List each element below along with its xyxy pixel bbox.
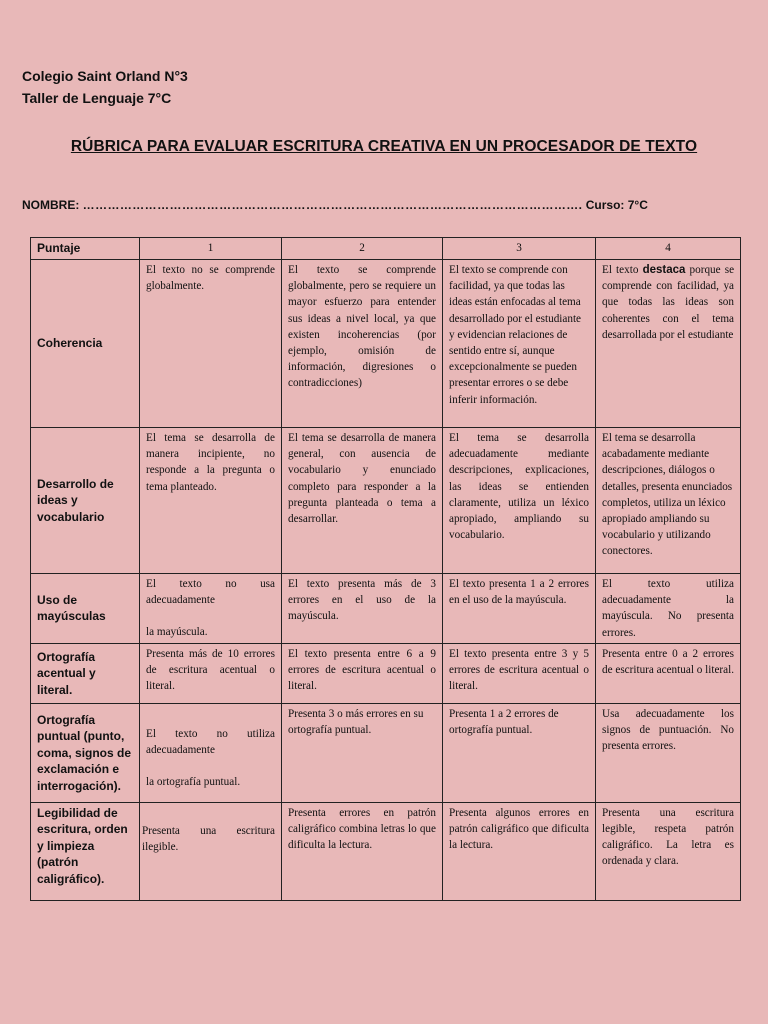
criterion-cell: Legibilidad de escritura, orden y limpieza (patrón caligráfico). [31,802,140,900]
level-1-cell [140,703,282,802]
table-row [31,703,741,802]
cell-text: El texto no utiliza adecuadamente [146,727,275,757]
table-row [31,574,741,644]
level-1-cell: Presenta más de 10 errores de escritura acentual o literal. [140,643,282,703]
level-4-cell: El tema se desarrolla acabadamente mediante descripciones, diálogos o detalles, presenta enunciados completos, utiliza un léxico apropiado ampliando su vocabulario y utilizando conectores. [596,428,741,574]
level-1-cell: Presenta una escritura ilegible. [140,802,282,900]
cell-text: El texto [602,264,639,276]
cell-text: la ortografía puntual. [146,776,241,789]
class-name: Taller de Lenguaje 7°C [22,90,172,106]
table-row [31,643,741,703]
table-header-row [31,238,741,260]
name-label: NOMBRE: [22,198,80,212]
cell-text: porque se comprende con facilidad, ya que todas las ideas son coherentes con el tema desarrollada por el estudiante [602,264,735,341]
level-4-header: 4 [596,238,741,260]
level-3-header: 3 [443,238,596,260]
criterion-cell: Ortografía puntual (punto, coma, signos de exclamación e interrogación). [31,703,140,802]
page-title: RÚBRICA PARA EVALUAR ESCRITURA CREATIVA EN UN PROCESADOR DE TEXTO [70,138,698,155]
name-line [22,198,722,212]
course-label: Curso: 7°C [585,198,648,212]
level-2-cell: El tema se desarrolla de manera general, con ausencia de vocabulario y enunciado completo para responder a la pregunta planteada o tema a desarrollar. [282,428,443,574]
level-1-header: 1 [140,238,282,260]
level-2-cell: Presenta errores en patrón caligráfico combina letras lo que dificulta la lectura. [282,802,443,900]
emphasis-text: destaca [642,264,686,276]
level-1-cell: El texto no se comprende globalmente. [140,260,282,428]
level-3-cell: El texto se comprende con facilidad, ya que todas las ideas están enfocadas al tema desarrollado por el estudiante y evidencian relaciones de sentido entre sí, aunque excepcionalmente se pueden presentar errores o se debe inferir información. [443,260,596,428]
criterion-cell: Coherencia [31,260,140,428]
table-row [31,260,741,428]
cell-text: la mayúscula. [146,626,208,639]
school-name: Colegio Saint Orland N°3 [22,68,188,84]
criterion-cell: Desarrollo de ideas y vocabulario [31,428,140,574]
criterion-cell: Ortografía acentual y literal. [31,643,140,703]
rubric-table [30,237,741,901]
table-row [31,428,741,574]
level-1-cell [140,574,282,644]
level-4-cell: Presenta entre 0 a 2 errores de escritura acentual o literal. [596,643,741,703]
level-3-cell: Presenta 1 a 2 errores de ortografía puntual. [443,703,596,802]
level-1-cell: El tema se desarrolla de manera incipiente, no responde a la pregunta o tema planteado. [140,428,282,574]
level-2-cell: El texto presenta más de 3 errores en el uso de la mayúscula. [282,574,443,644]
level-2-cell: Presenta 3 o más errores en su ortografía puntual. [282,703,443,802]
criterion-cell: Uso de mayúsculas [31,574,140,644]
level-3-cell: El texto presenta 1 a 2 errores en el uso de la mayúscula. [443,574,596,644]
level-2-header: 2 [282,238,443,260]
level-2-cell: El texto presenta entre 6 a 9 errores de escritura acentual o literal. [282,643,443,703]
header-score-label: Puntaje [31,238,140,260]
level-3-cell: El texto presenta entre 3 y 5 errores de escritura acentual o literal. [443,643,596,703]
table-row [31,802,741,900]
level-4-cell: El texto utiliza adecuadamente la mayúscula. No presenta errores. [596,574,741,644]
level-3-cell: Presenta algunos errores en patrón caligráfico que dificulta la lectura. [443,802,596,900]
level-3-cell: El tema se desarrolla adecuadamente mediante descripciones, explicaciones, las ideas se entienden claramente, utiliza un léxico apropiado, ampliando su vocabulario. [443,428,596,574]
level-2-cell: El texto se comprende globalmente, pero se requiere un mayor esfuerzo para entender sus ideas a nivel local, ya que existen incoherencias (por ejemplo, omisión de información, digresiones o contradicciones) [282,260,443,428]
level-4-cell: Presenta una escritura legible, respeta patrón caligráfico. La letra es ordenada y clara. [596,802,741,900]
level-4-cell [596,260,741,428]
cell-text: El texto no usa adecuadamente [146,578,275,607]
level-4-cell: Usa adecuadamente los signos de puntuación. No presenta errores. [596,703,741,802]
name-blank: …………………………………………………………………………………………………………. [82,198,583,212]
